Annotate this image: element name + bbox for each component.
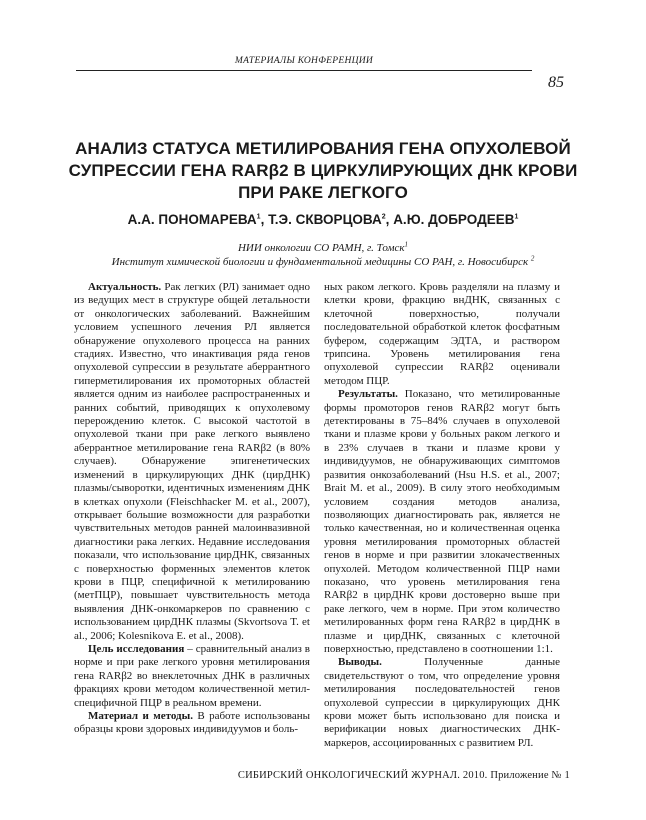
- paragraph: [74, 710, 310, 737]
- author-separator: ,: [385, 212, 394, 227]
- title-line: АНАЛИЗ СТАТУСА МЕТИЛИРОВАНИЯ ГЕНА ОПУХОЛЕВОЙ: [75, 139, 571, 158]
- author-separator: ,: [260, 212, 269, 227]
- paragraph-text: ных раком легкого. Кровь разделяли на плазму и клетки крови, фракцию внДНК, связанных с клеточной поверхностью, получали последовательной обработкой клеток фосфатным буфером, содержащим ЭДТА, и раствором трипсина. Уровень метилирования гена опухолевой супрессии RARβ2 оценивали методом ПЦР.: [324, 281, 560, 387]
- paragraph-text: Полученные данные свидетельствуют о том, что определение уровня метилирования последовательностей генов опухолевой супрессии в циркулирующих ДНК крови может быть использовано для поиска и верификации новых диагностических ДНК-маркеров, ассоциированных с развитием РЛ.: [324, 656, 560, 749]
- affiliation: [40, 256, 606, 268]
- section-heading: Выводы.: [338, 656, 382, 669]
- paragraph: [324, 656, 560, 750]
- author-affiliation-mark: 2: [381, 213, 386, 221]
- affiliation: [40, 242, 606, 254]
- author-affiliation-mark: 1: [256, 213, 261, 221]
- section-heading: Актуальность.: [88, 281, 162, 293]
- paragraph-text: Рак легких (РЛ) занимает одно из ведущих мест в структуре общей летальности от онкологических заболеваний. Важнейшим условием успешного лечения РЛ является обнаружение опухолевого процесса на ранних стадиях. Известно, что инактивация ряда генов опухолевой супрессии в результате аберрантного гиперметилирования их промоторных областей является одним из наиболее распространенных и ранних событий, приводящих к опухолевому перерождению клеток. С высокой частотой в опухолевой ткани при раке легкого выявлено аберрантное метилирование гена RARβ2 (в 80% случаев). Обнаружение эпигенетических изменений в циркулирующих ДНК (цирДНК) плазмы/сыворотки, идентичных изменениям ДНК в клетках опухоли (Fleischhacker M. et al., 2007), открывает большие возможности для разработки чувствительных методов ранней малоинвазивной диагностики рака легких. Недавние исследования показали, что использование цирДНК, связанных с поверхностью форменных элементов клеток крови в ПЦР, специфичной к метилированию (метПЦР), повышает чувствительность метода выявления ДНК-онкомаркеров по сравнению с использованием цирДНК плазмы (Skvortsova T. et al., 2006; Kolesnikova E. et al., 2008).: [74, 281, 310, 642]
- header-rule: [76, 70, 532, 71]
- section-heading: Цель исследования: [88, 642, 185, 655]
- author-name: А.Ю. ДОБРОДЕЕВ: [393, 212, 515, 227]
- author-list: [40, 212, 606, 227]
- author-name: Т.Э. СКВОРЦОВА: [268, 212, 382, 227]
- right-column: [324, 281, 560, 750]
- paragraph-text: В работе использованы образцы крови здоровых индивидуумов и боль-: [74, 710, 310, 736]
- title-line: СУПРЕССИИ ГЕНА RARβ2 В ЦИРКУЛИРУЮЩИХ ДНК КРОВИ: [68, 161, 578, 180]
- journal-footer: СИБИРСКИЙ ОНКОЛОГИЧЕСКИЙ ЖУРНАЛ. 2010. Приложение № 1: [237, 770, 570, 781]
- section-heading: Материал и методы.: [88, 710, 193, 722]
- author-affiliation-mark: 1: [514, 213, 519, 221]
- left-column: [74, 281, 310, 737]
- affiliation-mark: 2: [530, 254, 535, 263]
- paragraph: [74, 281, 310, 643]
- author-name: А.А. ПОНОМАРЕВА: [127, 212, 257, 227]
- affiliation-mark: 1: [404, 240, 409, 249]
- section-heading: Результаты.: [338, 388, 398, 401]
- paragraph: [324, 388, 560, 656]
- running-head: МАТЕРИАЛЫ КОНФЕРЕНЦИИ: [234, 56, 374, 66]
- paragraph: [74, 643, 310, 710]
- article-title: [50, 138, 596, 204]
- title-line: ПРИ РАКЕ ЛЕГКОГО: [238, 183, 408, 202]
- paragraph: [324, 281, 560, 388]
- paragraph-text: Показано, что метилированные формы промоторов генов RARβ2 могут быть детектированы в 75–84% случаев в опухолевой ткани и плазме крови у больных раком легкого и в 23% случаев в ткани и плазме крови у индивидуумов, не обнаруживающих симптомов развития онкозаболеваний (Hsu H.S. et al., 2007; Brait M. et al., 2009). В силу этого необходимым условием создания методов анализа, позволяющих диагностировать рак, является не только качественная, но и количественная оценка уровня метилирования промоторных областей генов в норме и при развитии злокачественных опухолей. Методом количественной ПЦР нами показано, что уровень метилирования гена RARβ2 в цирДНК крови достоверно выше при раке легкого, чем в норме. При этом количество метилированных форм гена RARβ2 в цирДНК в плазме и цирДНК, связанных с клеточной поверхностью, представлено в соотношении 1:1.: [324, 388, 560, 655]
- affiliation-text: Институт химической биологии и фундаментальной медицины СО РАН, г. Новосибирск: [111, 256, 531, 268]
- affiliation-text: НИИ онкологии СО РАМН, г. Томск: [237, 242, 405, 254]
- page-number: 85: [548, 74, 564, 91]
- paragraph-text: – сравнительный анализ в норме и при раке легкого уровня метилирования гена RARβ2 во внеклеточных ДНК в различных фракциях крови методом количественной метил-специфичной ПЦР в реальном времени.: [74, 642, 311, 709]
